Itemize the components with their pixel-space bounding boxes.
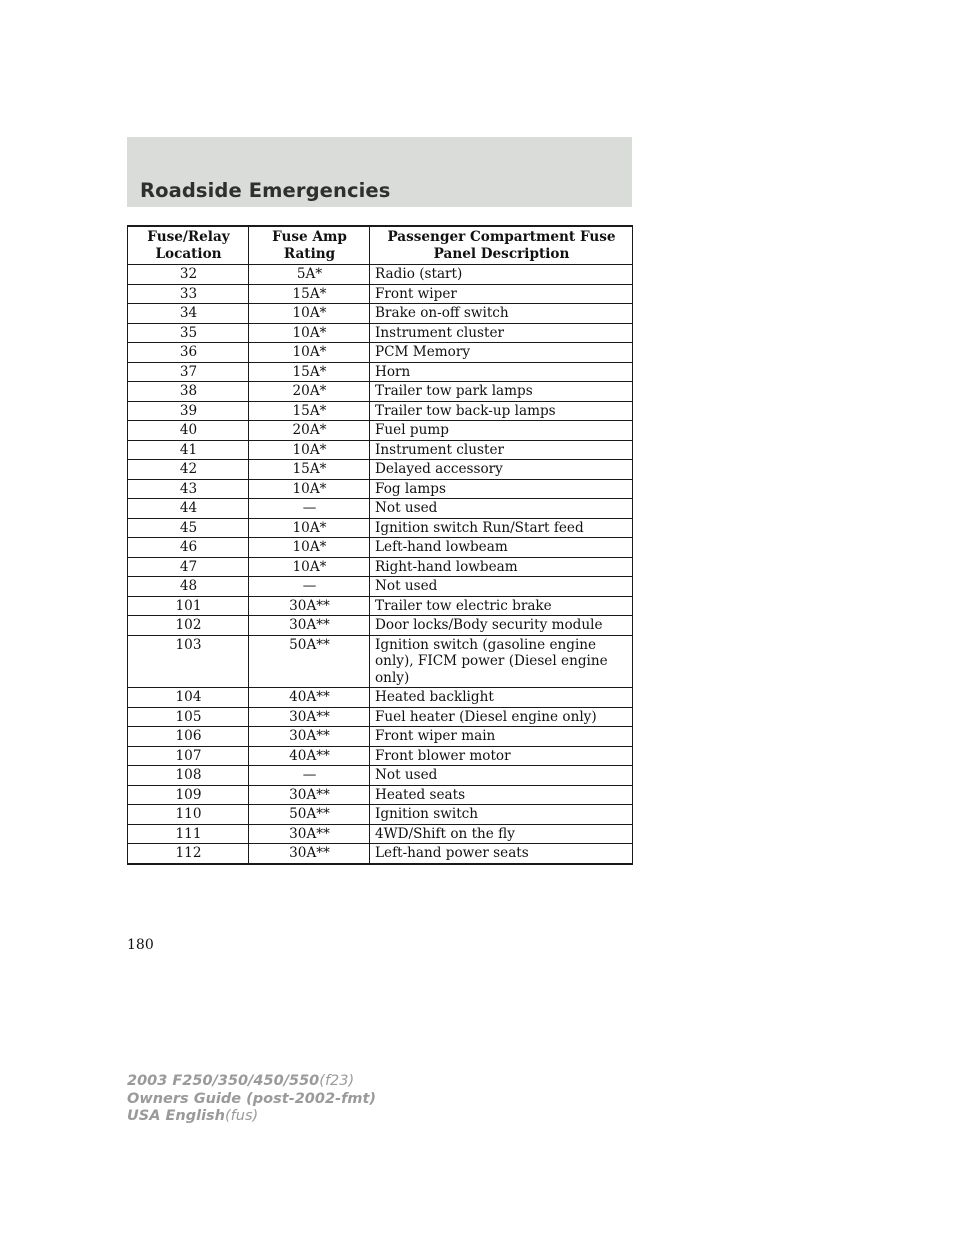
cell-amp-rating: 50A** bbox=[249, 635, 370, 688]
cell-location: 38 bbox=[128, 382, 249, 402]
cell-location: 101 bbox=[128, 596, 249, 616]
table-row bbox=[128, 323, 633, 343]
cell-amp-rating: 15A* bbox=[249, 460, 370, 480]
cell-description: Brake on-off switch bbox=[370, 304, 633, 324]
cell-description: Left-hand lowbeam bbox=[370, 538, 633, 558]
table-row bbox=[128, 805, 633, 825]
cell-amp-rating: 30A** bbox=[249, 844, 370, 864]
cell-location: 36 bbox=[128, 343, 249, 363]
table-row bbox=[128, 785, 633, 805]
cell-amp-rating: — bbox=[249, 766, 370, 786]
cell-description: Front blower motor bbox=[370, 746, 633, 766]
fuse-table bbox=[127, 225, 633, 865]
cell-location: 33 bbox=[128, 284, 249, 304]
header-amp-rating: Fuse Amp Rating bbox=[249, 226, 370, 265]
cell-description: Ignition switch Run/Start feed bbox=[370, 518, 633, 538]
table-row bbox=[128, 401, 633, 421]
cell-location: 44 bbox=[128, 499, 249, 519]
cell-location: 106 bbox=[128, 727, 249, 747]
cell-location: 45 bbox=[128, 518, 249, 538]
cell-location: 105 bbox=[128, 707, 249, 727]
cell-location: 108 bbox=[128, 766, 249, 786]
header-location: Fuse/Relay Location bbox=[128, 226, 249, 265]
table-row bbox=[128, 265, 633, 285]
cell-description: Trailer tow back-up lamps bbox=[370, 401, 633, 421]
cell-description: Door locks/Body security module bbox=[370, 616, 633, 636]
table-row bbox=[128, 824, 633, 844]
cell-location: 48 bbox=[128, 577, 249, 597]
cell-description: PCM Memory bbox=[370, 343, 633, 363]
page-number: 180 bbox=[127, 937, 154, 953]
cell-location: 112 bbox=[128, 844, 249, 864]
cell-amp-rating: 10A* bbox=[249, 479, 370, 499]
cell-description: Heated seats bbox=[370, 785, 633, 805]
table-row bbox=[128, 577, 633, 597]
cell-amp-rating: 15A* bbox=[249, 284, 370, 304]
table-row bbox=[128, 518, 633, 538]
table-row bbox=[128, 766, 633, 786]
cell-description: Ignition switch bbox=[370, 805, 633, 825]
table-row bbox=[128, 707, 633, 727]
cell-location: 109 bbox=[128, 785, 249, 805]
cell-location: 39 bbox=[128, 401, 249, 421]
cell-location: 35 bbox=[128, 323, 249, 343]
cell-amp-rating: 20A* bbox=[249, 382, 370, 402]
document-footer bbox=[127, 1073, 376, 1126]
cell-amp-rating: 40A** bbox=[249, 688, 370, 708]
cell-description: Front wiper bbox=[370, 284, 633, 304]
cell-amp-rating: 30A** bbox=[249, 824, 370, 844]
cell-amp-rating: 5A* bbox=[249, 265, 370, 285]
cell-amp-rating: 10A* bbox=[249, 440, 370, 460]
cell-amp-rating: 30A** bbox=[249, 616, 370, 636]
table-row bbox=[128, 460, 633, 480]
table-row bbox=[128, 440, 633, 460]
cell-description: 4WD/Shift on the fly bbox=[370, 824, 633, 844]
cell-amp-rating: — bbox=[249, 499, 370, 519]
cell-location: 46 bbox=[128, 538, 249, 558]
footer-line-1: 2003 F250/350/450/550(f23) bbox=[127, 1073, 355, 1089]
table-row bbox=[128, 557, 633, 577]
footer-line-2: Owners Guide (post-2002-fmt) bbox=[127, 1090, 377, 1107]
section-header bbox=[127, 137, 632, 207]
cell-location: 41 bbox=[128, 440, 249, 460]
cell-description: Fog lamps bbox=[370, 479, 633, 499]
cell-amp-rating: 10A* bbox=[249, 323, 370, 343]
cell-amp-rating: 20A* bbox=[249, 421, 370, 441]
cell-description: Left-hand power seats bbox=[370, 844, 633, 864]
cell-location: 102 bbox=[128, 616, 249, 636]
table-row bbox=[128, 616, 633, 636]
table-row bbox=[128, 538, 633, 558]
cell-description: Horn bbox=[370, 362, 633, 382]
table-row bbox=[128, 479, 633, 499]
table-row bbox=[128, 284, 633, 304]
table-row bbox=[128, 688, 633, 708]
cell-description: Instrument cluster bbox=[370, 440, 633, 460]
table-row bbox=[128, 343, 633, 363]
cell-description: Not used bbox=[370, 499, 633, 519]
cell-description: Heated backlight bbox=[370, 688, 633, 708]
table-row bbox=[128, 362, 633, 382]
cell-description: Trailer tow park lamps bbox=[370, 382, 633, 402]
table-row bbox=[128, 635, 633, 688]
fuse-table-body bbox=[128, 265, 633, 864]
cell-amp-rating: 10A* bbox=[249, 518, 370, 538]
table-row bbox=[128, 304, 633, 324]
cell-amp-rating: 50A** bbox=[249, 805, 370, 825]
cell-location: 103 bbox=[128, 635, 249, 688]
section-title: Roadside Emergencies bbox=[140, 179, 391, 202]
cell-description: Instrument cluster bbox=[370, 323, 633, 343]
table-header-row bbox=[128, 226, 633, 265]
cell-location: 111 bbox=[128, 824, 249, 844]
cell-description: Right-hand lowbeam bbox=[370, 557, 633, 577]
cell-amp-rating: 10A* bbox=[249, 304, 370, 324]
cell-location: 32 bbox=[128, 265, 249, 285]
header-description: Passenger Compartment Fuse Panel Description bbox=[370, 226, 633, 265]
cell-amp-rating: 15A* bbox=[249, 401, 370, 421]
cell-amp-rating: 10A* bbox=[249, 538, 370, 558]
table-row bbox=[128, 596, 633, 616]
footer-line-3: USA English(fus) bbox=[127, 1108, 259, 1124]
table-row bbox=[128, 421, 633, 441]
cell-location: 110 bbox=[128, 805, 249, 825]
cell-amp-rating: 30A** bbox=[249, 785, 370, 805]
cell-description: Radio (start) bbox=[370, 265, 633, 285]
cell-location: 43 bbox=[128, 479, 249, 499]
cell-amp-rating: 30A** bbox=[249, 727, 370, 747]
cell-description: Fuel heater (Diesel engine only) bbox=[370, 707, 633, 727]
cell-description: Fuel pump bbox=[370, 421, 633, 441]
table-row bbox=[128, 844, 633, 864]
cell-location: 34 bbox=[128, 304, 249, 324]
cell-amp-rating: 10A* bbox=[249, 557, 370, 577]
cell-amp-rating: 15A* bbox=[249, 362, 370, 382]
cell-amp-rating: 30A** bbox=[249, 596, 370, 616]
cell-location: 107 bbox=[128, 746, 249, 766]
cell-description: Ignition switch (gasoline engine only), FICM power (Diesel engine only) bbox=[370, 635, 633, 688]
cell-amp-rating: 10A* bbox=[249, 343, 370, 363]
cell-description: Not used bbox=[370, 766, 633, 786]
cell-amp-rating: — bbox=[249, 577, 370, 597]
cell-description: Front wiper main bbox=[370, 727, 633, 747]
cell-location: 42 bbox=[128, 460, 249, 480]
cell-location: 40 bbox=[128, 421, 249, 441]
table-row bbox=[128, 727, 633, 747]
table-row bbox=[128, 499, 633, 519]
table-row bbox=[128, 382, 633, 402]
cell-description: Delayed accessory bbox=[370, 460, 633, 480]
cell-location: 47 bbox=[128, 557, 249, 577]
table-row bbox=[128, 746, 633, 766]
cell-location: 104 bbox=[128, 688, 249, 708]
cell-amp-rating: 30A** bbox=[249, 707, 370, 727]
cell-description: Not used bbox=[370, 577, 633, 597]
cell-amp-rating: 40A** bbox=[249, 746, 370, 766]
cell-location: 37 bbox=[128, 362, 249, 382]
cell-description: Trailer tow electric brake bbox=[370, 596, 633, 616]
